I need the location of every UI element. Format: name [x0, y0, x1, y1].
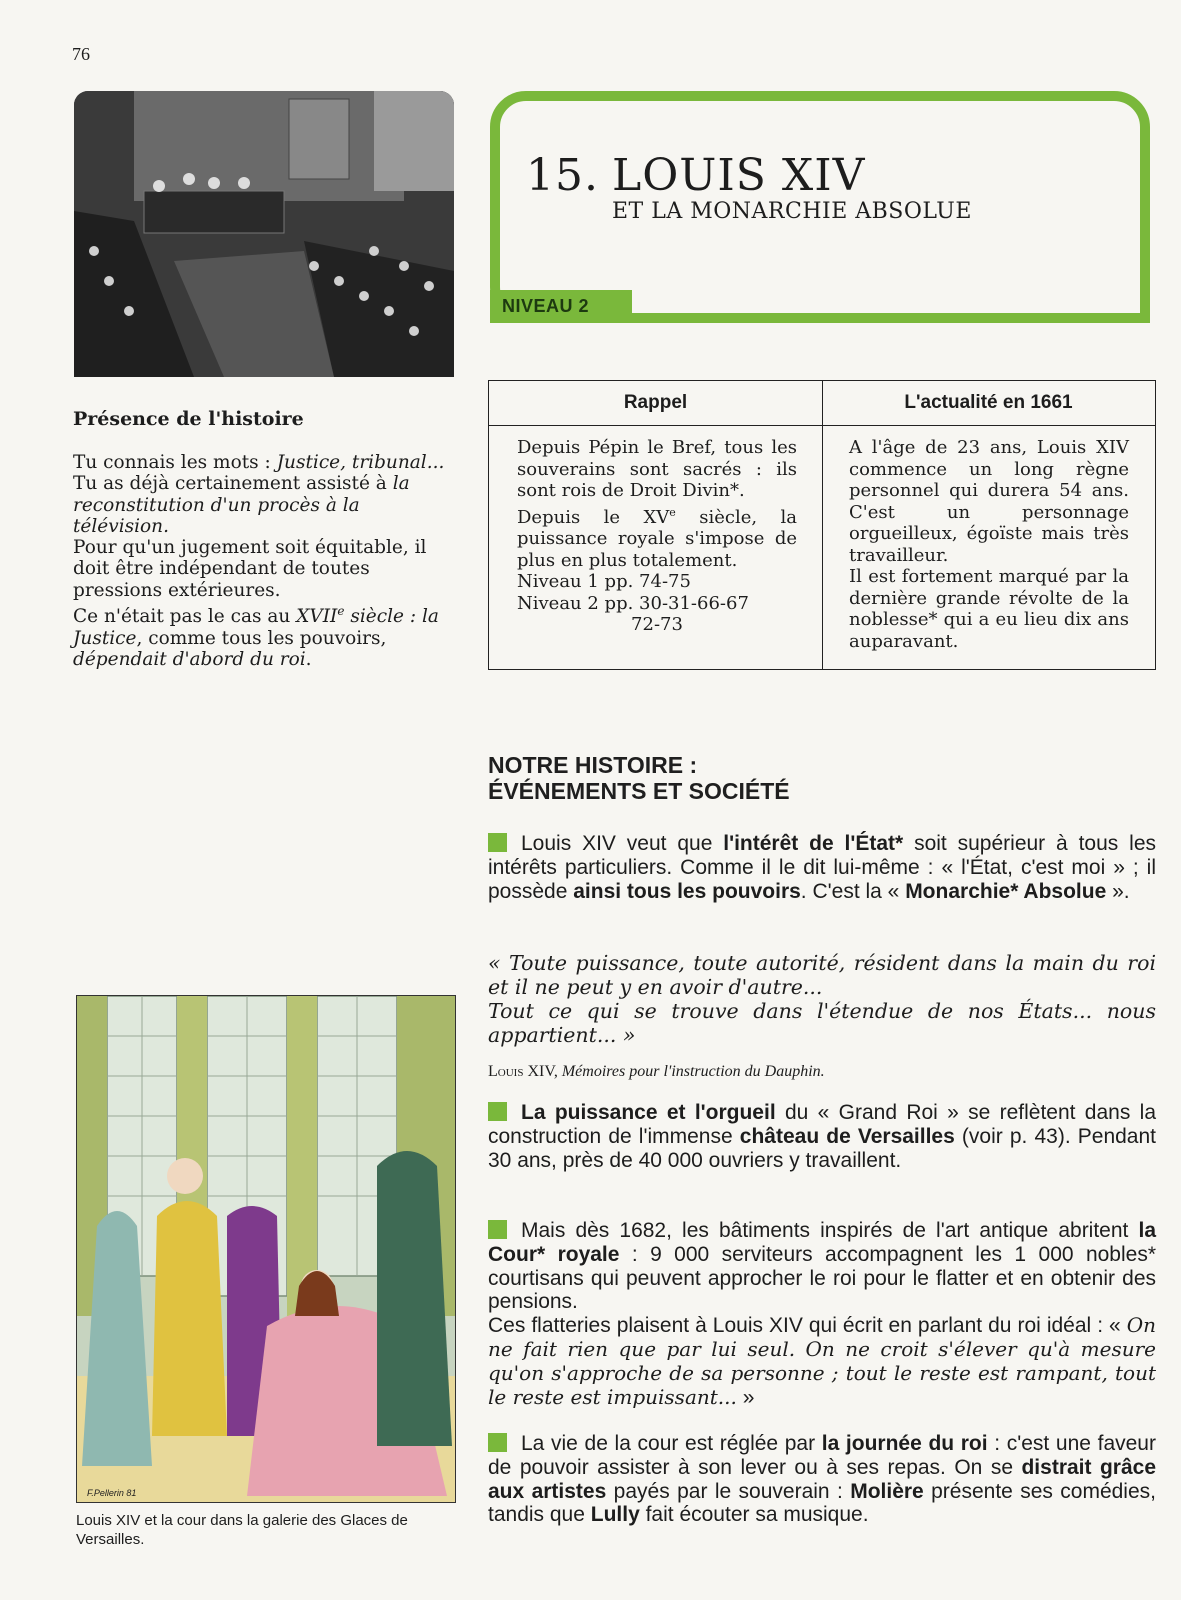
presence-title: Présence de l'histoire — [73, 408, 304, 430]
presence-text-italic: la reconstitution d'un procès à la télévision — [73, 473, 410, 537]
text-bold: La puissance et l'orgueil — [521, 1101, 776, 1124]
cell-text: Depuis Pépin le Bref, tous les souverains sont sacrés : ils sont rois de Droit Divin*. — [517, 437, 797, 501]
century-numeral: XVII — [296, 606, 338, 628]
presence-text-run: Tu connais les mots : — [73, 452, 277, 473]
illustration-signature: F.Pellerin 81 — [87, 1488, 137, 1498]
courtroom-photo — [74, 91, 454, 377]
green-square-bullet-icon — [488, 1102, 507, 1121]
cell-text: 72-73 — [631, 614, 683, 635]
presence-paragraph — [73, 452, 458, 473]
superscript: e — [669, 505, 676, 519]
text-bold: château de Versailles — [739, 1124, 955, 1148]
text-bold: ainsi tous les pouvoirs — [573, 879, 801, 903]
cell-text: Niveau 2 pp. 30-31-66-67 — [517, 592, 749, 614]
source-title: Mémoires pour l'instruction du Dauphin. — [561, 1063, 825, 1080]
text-bold: la journée du roi — [821, 1432, 988, 1455]
presence-text-run: Ce n'était pas le cas au — [73, 606, 297, 628]
section-heading-line: NOTRE HISTOIRE : — [488, 752, 698, 778]
presence-paragraph — [73, 601, 458, 670]
green-square-bullet-icon — [488, 1220, 507, 1239]
page-number: 76 — [72, 44, 90, 64]
source-author: Louis XIV, — [488, 1063, 562, 1080]
text-run: présente ses comédies, tandis que — [488, 1479, 1156, 1527]
cell-text: Niveau 1 pp. 74-75 — [517, 571, 691, 592]
text-run: La vie de la cour est réglée par — [521, 1432, 822, 1455]
cell-text-run: siècle, la puissance royale s'impose de plus en plus totalement. — [517, 506, 798, 571]
presence-text-run: , comme tous les pouvoirs, — [136, 627, 387, 649]
text-bold: Molière — [850, 1479, 924, 1503]
table-header-actualite: L'actualité en 1661 — [904, 392, 1073, 413]
green-square-bullet-icon — [488, 1433, 507, 1452]
cell-text: Il est fortement marqué par la dernière grande révolte de la noblesse* qui a eu lieu dix ans auparavant. — [849, 566, 1129, 652]
text-run: Ces flatteries plaisent à Louis XIV qui écrit en parlant du roi idéal : « — [488, 1314, 1127, 1338]
text-run: : c'est une faveur de pouvoir assister à son lever ou à ses repas. On se — [488, 1432, 1156, 1479]
text-run: : 9 000 serviteurs accompagnent les 1 000 nobles* courtisans qui peuvent approcher le roi pour le flatter et en obtenir des pensions. — [488, 1242, 1157, 1314]
text-run: Mais dès 1682, les bâtiments inspirés de l'art antique abritent — [521, 1219, 1139, 1242]
chapter-number: 15. — [526, 150, 599, 201]
presence-text-run: siècle : la Justice — [73, 606, 439, 649]
presence-paragraph — [73, 473, 458, 537]
text-italic: On ne fait rien que par lui seul. On ne croit s'élever qu'à mesure qu'on s'approche de sa personne ; tout le reste est rampant, tout le reste est impuissant... — [488, 1313, 1156, 1409]
illustration-caption: Louis XIV et la cour dans la galerie des Glaces de Versailles. — [76, 1512, 408, 1548]
text-bold: distrait grâce aux artistes — [488, 1455, 1156, 1503]
chapter-subtitle: ET LA MONARCHIE ABSOLUE — [612, 199, 972, 224]
paragraph-versailles — [488, 1101, 1156, 1172]
paragraph-etat — [488, 832, 1156, 903]
text-bold: l'intérêt de l'État* — [723, 832, 904, 855]
chapter-title: LOUIS XIV — [612, 150, 866, 201]
recall-table — [488, 380, 1156, 670]
section-heading — [488, 752, 790, 804]
paragraph-journee — [488, 1432, 1156, 1527]
text-run: du « Grand Roi » se reflètent dans la construction de l'immense — [488, 1101, 1157, 1148]
level-badge: NIVEAU 2 — [490, 290, 632, 323]
presence-text — [73, 452, 458, 670]
presence-text-run: . — [305, 648, 312, 670]
text-run: ». — [1106, 879, 1130, 903]
text-run: payés par le souverain : — [606, 1479, 851, 1503]
green-square-bullet-icon — [488, 833, 507, 852]
text-run: (voir p. 43). Pendant 30 ans, près de 40 000 ouvriers y travaillent. — [488, 1124, 1157, 1172]
cell-text: A l'âge de 23 ans, Louis XIV commence un long règne personnel qui durera 54 ans. C'est un personnage orgueilleux, égoïste mais très travailleur. — [849, 437, 1129, 566]
table-cell-rappel — [517, 437, 797, 636]
text-run: fait écouter sa musique. — [639, 1503, 869, 1527]
superscript: e — [337, 604, 345, 619]
text-run: soit supérieur à tous les intérêts particuliers. Comme il le dit lui-même : « l'État, c'est moi » ; il possède — [488, 832, 1156, 903]
cell-text — [517, 502, 797, 572]
text-bold: la Cour* royale — [488, 1219, 1156, 1266]
versailles-illustration — [76, 995, 456, 1503]
text-run: » — [736, 1385, 755, 1409]
section-heading-line: ÉVÉNEMENTS ET SOCIÉTÉ — [488, 778, 790, 804]
quote-source — [488, 1063, 825, 1081]
text-run: Louis XIV veut que — [521, 832, 724, 855]
table-header-rappel: Rappel — [623, 392, 688, 413]
quote-line: Tout ce qui se trouve dans l'étendue de nos États... nous appartient... » — [488, 999, 1156, 1047]
presence-text-italic: dépendait d'abord du roi — [73, 648, 306, 670]
presence-text-run: Tu as déjà certainement assisté à — [73, 473, 393, 495]
presence-paragraph: Pour qu'un jugement soit équitable, il doit être indépendant de toutes pressions extérieures. — [73, 537, 427, 601]
quote-line: « Toute puissance, toute autorité, résident dans la main du roi et il ne peut y en avoir d'autre... — [488, 951, 1156, 999]
presence-text-italic: Justice, tribunal... — [276, 452, 445, 473]
royal-quote — [488, 951, 1156, 1047]
text-bold: Monarchie* Absolue — [905, 879, 1107, 903]
table-divider — [822, 381, 823, 669]
text-bold: Lully — [590, 1503, 640, 1527]
paragraph-cour — [488, 1219, 1156, 1409]
table-cell-actualite — [849, 437, 1129, 652]
presence-text-italic: . — [163, 515, 169, 537]
text-run: . C'est la « — [800, 879, 906, 903]
cell-text-run: Depuis le XV — [517, 506, 670, 528]
